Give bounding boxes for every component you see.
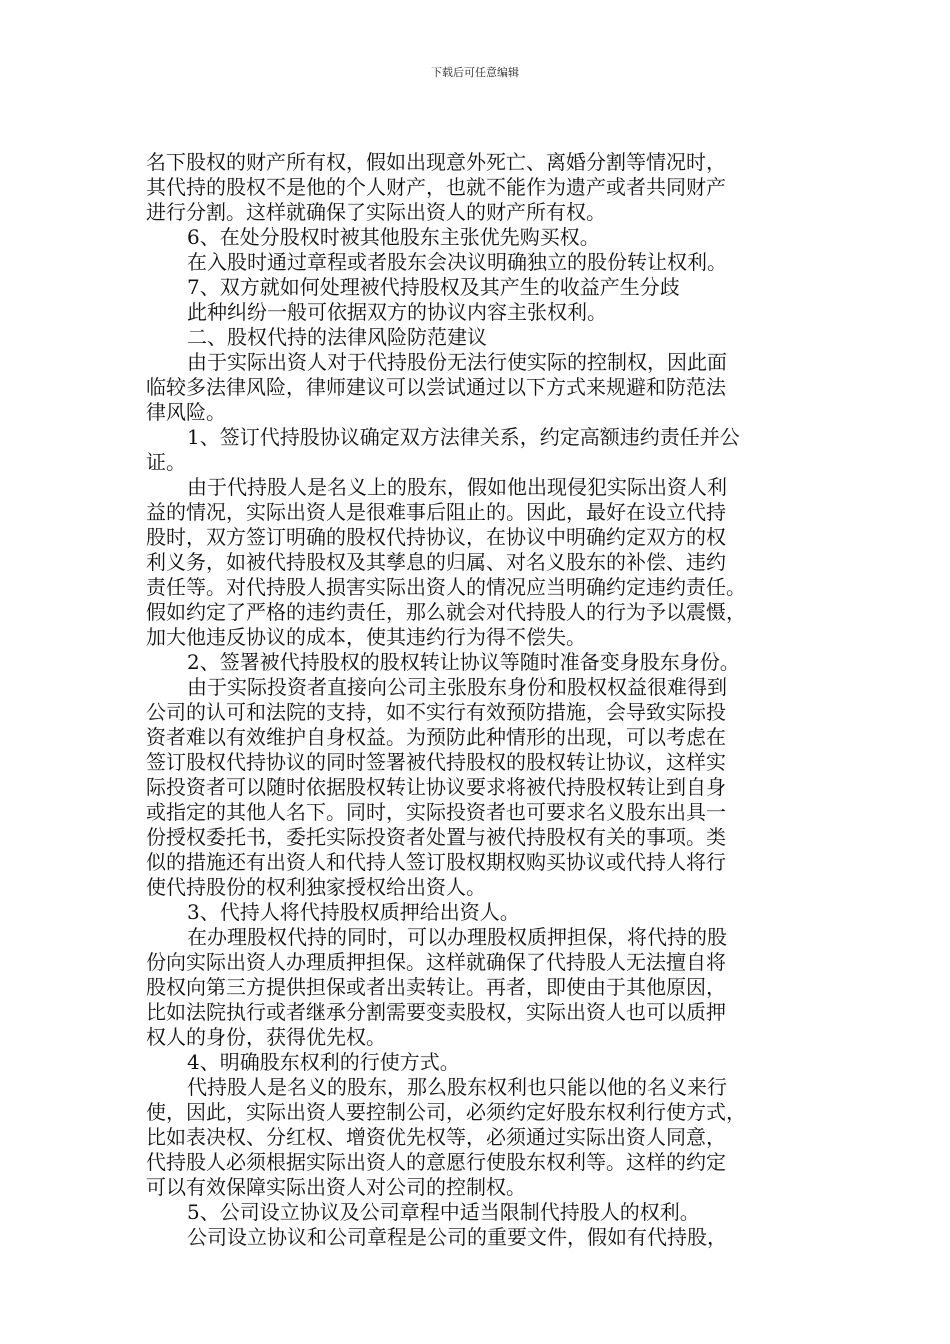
text-line: 可以有效保障实际出资人对公司的控制权。: [146, 1175, 526, 1199]
text-line: 签订股权代持协议的同时签署被代持股权的股权转让协议，这样实: [146, 750, 726, 774]
text-line: 在办理股权代持的同时，可以办理股权质押担保，将代持的股: [187, 925, 727, 949]
page-header: 下载后可任意编辑: [431, 66, 519, 79]
text-line: 由于实际投资者直接向公司主张股东身份和股权权益很难得到: [187, 675, 727, 699]
text-line: 股权向第三方提供担保或者出卖转让。再者，即使由于其他原因，: [146, 975, 726, 999]
text-line: 此种纠纷一般可依据双方的协议内容主张权利。: [187, 300, 607, 324]
text-line: 6、在处分股权时被其他股东主张优先购买权。: [187, 225, 600, 249]
text-line: 1、签订代持股协议确定双方法律关系，约定高额违约责任并公: [187, 425, 740, 449]
text-line: 二、股权代持的法律风险防范建议: [187, 325, 487, 349]
text-line: 使代持股份的权利独家授权给出资人。: [146, 875, 486, 899]
text-line: 使，因此，实际出资人要控制公司，必须约定好股东权利行使方式，: [146, 1100, 746, 1124]
text-line: 加大他违反协议的成本，使其违约行为得不偿失。: [146, 625, 586, 649]
text-line: 由于代持股人是名义上的股东，假如他出现侵犯实际出资人利: [187, 475, 727, 499]
text-line: 责任等。对代持股人损害实际出资人的情况应当明确约定违约责任。: [146, 575, 746, 599]
document-body: [146, 150, 812, 1250]
text-line: 或指定的其他人名下。同时，实际投资者也可要求名义股东出具一: [146, 800, 726, 824]
text-line: 公司的认可和法院的支持，如不实行有效预防措施，会导致实际投: [146, 700, 726, 724]
text-line: 份向实际出资人办理质押担保。这样就确保了代持股人无法擅自将: [146, 950, 726, 974]
text-line: 公司设立协议和公司章程是公司的重要文件，假如有代持股，: [187, 1225, 727, 1249]
text-line: 假如约定了严格的违约责任，那么就会对代持股人的行为予以震慑，: [146, 600, 746, 624]
text-line: 由于实际出资人对于代持股份无法行使实际的控制权，因此面: [187, 350, 727, 374]
text-line: 代持股人必须根据实际出资人的意愿行使股东权利等。这样的约定: [146, 1150, 726, 1174]
text-line: 进行分割。这样就确保了实际出资人的财产所有权。: [146, 200, 606, 224]
text-line: 代持股人是名义的股东，那么股东权利也只能以他的名义来行: [187, 1075, 727, 1099]
text-line: 益的情况，实际出资人是很难事后阻止的。因此，最好在设立代持: [146, 500, 726, 524]
text-line: 其代持的股权不是他的个人财产，也就不能作为遗产或者共同财产: [146, 175, 726, 199]
text-line: 名下股权的财产所有权，假如出现意外死亡、离婚分割等情况时，: [146, 150, 726, 174]
text-line: 股时，双方签订明确的股权代持协议，在协议中明确约定双方的权: [146, 525, 726, 549]
text-line: 证。: [146, 450, 186, 474]
text-line: 似的措施还有出资人和代持人签订股权期权购买协议或代持人将行: [146, 850, 726, 874]
text-line: 权人的身份，获得优先权。: [146, 1025, 386, 1049]
text-line: 际投资者可以随时依据股权转让协议要求将被代持股权转让到自身: [146, 775, 726, 799]
text-line: 律风险。: [146, 400, 226, 424]
text-line: 3、代持人将代持股权质押给出资人。: [187, 900, 520, 924]
text-line: 临较多法律风险，律师建议可以尝试通过以下方式来规避和防范法: [146, 375, 726, 399]
text-line: 利义务，如被代持股权及其孳息的归属、对名义股东的补偿、违约: [146, 550, 726, 574]
text-line: 比如表决权、分红权、增资优先权等，必须通过实际出资人同意，: [146, 1125, 726, 1149]
text-line: 比如法院执行或者继承分割需要变卖股权，实际出资人也可以质押: [146, 1000, 726, 1024]
text-line: 资者难以有效维护自身权益。为预防此种情形的出现，可以考虑在: [146, 725, 726, 749]
text-line: 5、公司设立协议及公司章程中适当限制代持股人的权利。: [187, 1200, 700, 1224]
text-line: 份授权委托书，委托实际投资者处置与被代持股权有关的事项。类: [146, 825, 726, 849]
text-line: 在入股时通过章程或者股东会决议明确独立的股份转让权利。: [187, 250, 727, 274]
text-line: 7、双方就如何处理被代持股权及其产生的收益产生分歧: [187, 275, 680, 299]
text-line: 2、签署被代持股权的股权转让协议等随时准备变身股东身份。: [187, 650, 740, 674]
text-line: 4、明确股东权利的行使方式。: [187, 1050, 460, 1074]
